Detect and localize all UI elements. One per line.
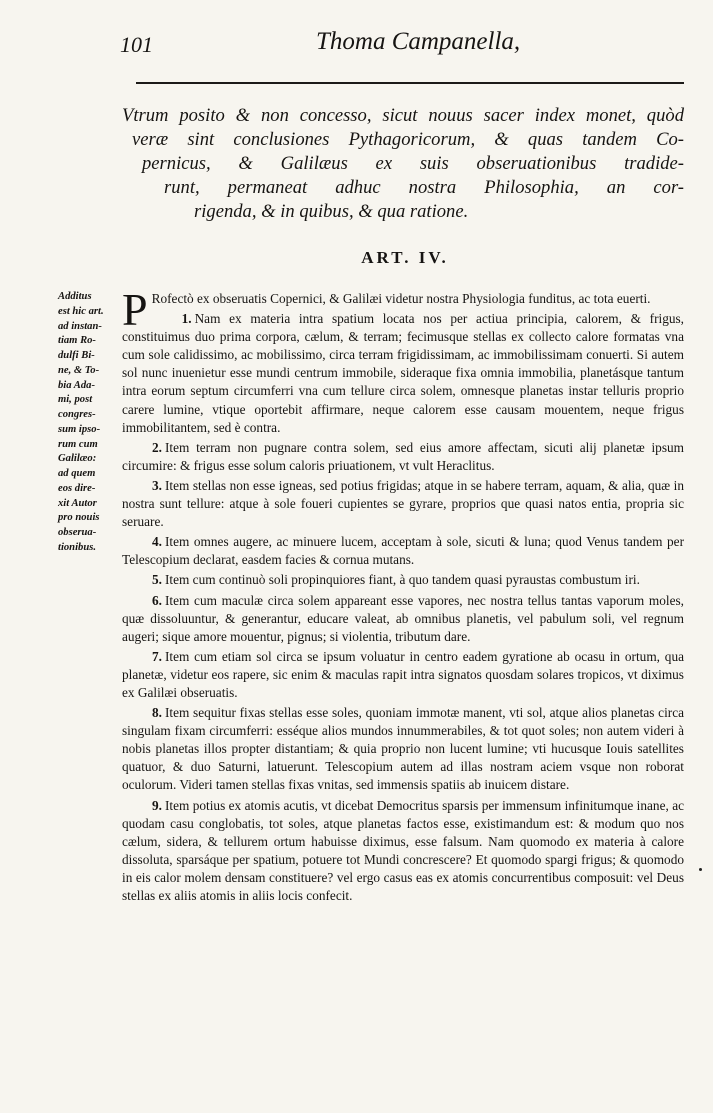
paragraph-text: Item sequitur fixas stellas esse soles, quoniam immotæ manent, vti sol, atque alios planetas circa singulam fixam circumferri: esséque alios mundos innummerabiles, & tot quot soles; non autem videri à nobis planetas illos propter distantiam; & quia proprio non lucent lumine; vti hucusque Iouis satellites quatuor, & duo Saturni, latuerunt. Telescopium autem ad illas nostram aciem vsque non roborat oculorum. Videri tamen stellas fixas vnitas, sed immensis spatiis ab inuicem distare. [122,705,684,793]
margin-note-line: est hic art. [58,305,104,317]
paragraph-text: Item cum etiam sol circa se ipsum voluatur in centro eadem gyratione ab ocasu in ortum, qua planetæ, videtur eos rapere, sic enim & maculas rapit intra signatos quosdam solares tropicos, vt diximus ex Galilæi obseruatis. [122,648,684,700]
question-line: runt, permaneat adhuc nostra Philosophia, an cor- [164,177,684,198]
margin-note-line: ad quem [58,468,96,479]
margin-note-line: Galilæo: [58,453,97,465]
paragraph-number: 2. [152,439,162,455]
paragraph-number: 5. [152,572,162,588]
paragraph-text: Item cum maculæ circa solem appareant esse vapores, nec nostra tellus tantas vaporum moles, quæ dissoluuntur, & generantur, educare valeat, ab omnibus planetis, vel pabulum soli, vel regnum augeri; sique amore mouentur, pignus; si violentia, tributum dare. [122,592,684,644]
margin-note-line: mi, post [58,394,93,406]
margin-note-line: tionibus. [58,541,96,553]
intro-text: Rofectò ex obseruatis Copernici, & Galilæi videtur nostra Physiologia funditus, ac tota euerti. [151,291,651,306]
paragraph-text: Item stellas non esse igneas, sed potius frigidas; atque in se habere terram, aquam, & alia, quæ in nostra sunt tellure: atque à sole foueri cupientes se gyrare, proprios que quasi natos entia, propria sic seruare. [122,477,684,530]
article-question [122,104,684,224]
intro-paragraph [122,284,684,335]
numbered-paragraph [122,439,684,475]
paragraph-text: Item omnes augere, ac minuere lucem, acceptam à sole, sicuti & luna; quod Venus tandem per Telescopium declarat, easdem facies & cornua mutans. [122,534,684,568]
numbered-paragraph [122,477,684,531]
margin-note-line: ad instan- [58,320,102,332]
paragraph-text: Item potius ex atomis acutis, vt dicebat Democritus sparsis per immensum infinitumque inane, ac quodam casu conglobatis, tot soles, atque planetas factos esse, existimandum est: & modum quo nos cælum, sidera, & tellurem ortum habuisse diximus, esse falsum. Nam quomodo ex materia à calore dissoluta, sparsáque per spatium, potuere tot Mundi concrescere? Et quomodo spargi frigus; & quomodo in eis calor molem densam constituere? vel ergo casus eas ex atomis concurrentibus composuit: vel Deus stellas ex aliis atomis in aliis locis confecit. [122,797,684,903]
numbered-paragraph [122,797,684,906]
running-head: Thoma Campanella, [316,28,521,55]
paragraph-number: 7. [152,648,162,664]
numbered-paragraph [122,592,684,646]
paragraph-text: Nam ex materia intra spatium locata nos per actiua principia, calorem, & frigus, constituimus duo prima corpora, cælum, & terram; fecimusque stellas ex collecto calore formatas vna cum sole calidissimo, ac mobilissimo, circa terram frigidissimam, ac immobilissimam conuerti. Si autem sol nunc inuenietur esse mundi centrum immobile, sideraque fixa omnia immobilia, planetásque tantum intra eorum septum circumferri vna cum tellure circa solem, omnesque planetas instar telluris proprio carere lumine, vtique oportebit affirmare, neque calorem esse causam mouentem, neque frigus immobilitantem, sed è contra. [122,311,684,435]
paragraph-number: 1. [181,311,192,327]
drop-cap: P [122,284,148,335]
margin-note [58,290,120,556]
article-body [122,284,684,905]
paragraph-number: 4. [152,534,162,550]
margin-note-line: congres- [58,409,96,420]
question-line: veræ sint conclusiones Pythagoricorum, & quas tandem Co- [132,129,684,150]
margin-note-line: eos dire- [58,482,96,494]
margin-note-line: obserua- [58,527,97,538]
article-heading: ART. IV. [361,248,449,267]
paragraph-text: Item cum continuò soli propinquiores fiant, à quo tandem quasi pyraustas combustum iri. [164,572,640,588]
page-number: 101 [120,32,153,57]
paragraph-number: 3. [152,477,162,493]
numbered-paragraph [122,571,684,589]
margin-note-line: xit Autor [58,497,97,509]
margin-note-line: bia Ada- [58,379,95,391]
margin-note-line: Additus [58,291,92,302]
paragraph-number: 6. [152,592,162,608]
numbered-paragraph [122,648,684,702]
question-line: rigenda, & in quibus, & qua ratione. [194,201,469,222]
paragraph-number: 9. [152,797,162,813]
numbered-paragraph [122,704,684,794]
page-header [120,22,680,62]
margin-note-line: sum ipso- [58,423,101,435]
ink-speck [699,868,702,871]
header-rule [136,82,684,84]
question-line: Vtrum posito & non concesso, sicut nouus sacer index monet, quòd [122,105,684,126]
margin-note-line: rum cum [58,438,98,450]
margin-note-line: pro nouis [58,512,100,524]
numbered-paragraph [122,533,684,569]
margin-note-line: dulfi Bi- [58,350,95,361]
paragraph-number: 8. [152,705,162,721]
margin-note-line: tiam Ro- [58,335,96,347]
margin-note-line: ne, & To- [58,364,100,376]
numbered-paragraph [122,310,684,437]
question-line: pernicus, & Galilæus ex suis obseruationibus tradide- [142,153,684,174]
paragraph-text: Item terram non pugnare contra solem, sed eius amore affectam, sicuti alij planetæ ipsum circumire: & frigus esse solum caloris priuationem, vt vult Heraclitus. [122,439,684,473]
